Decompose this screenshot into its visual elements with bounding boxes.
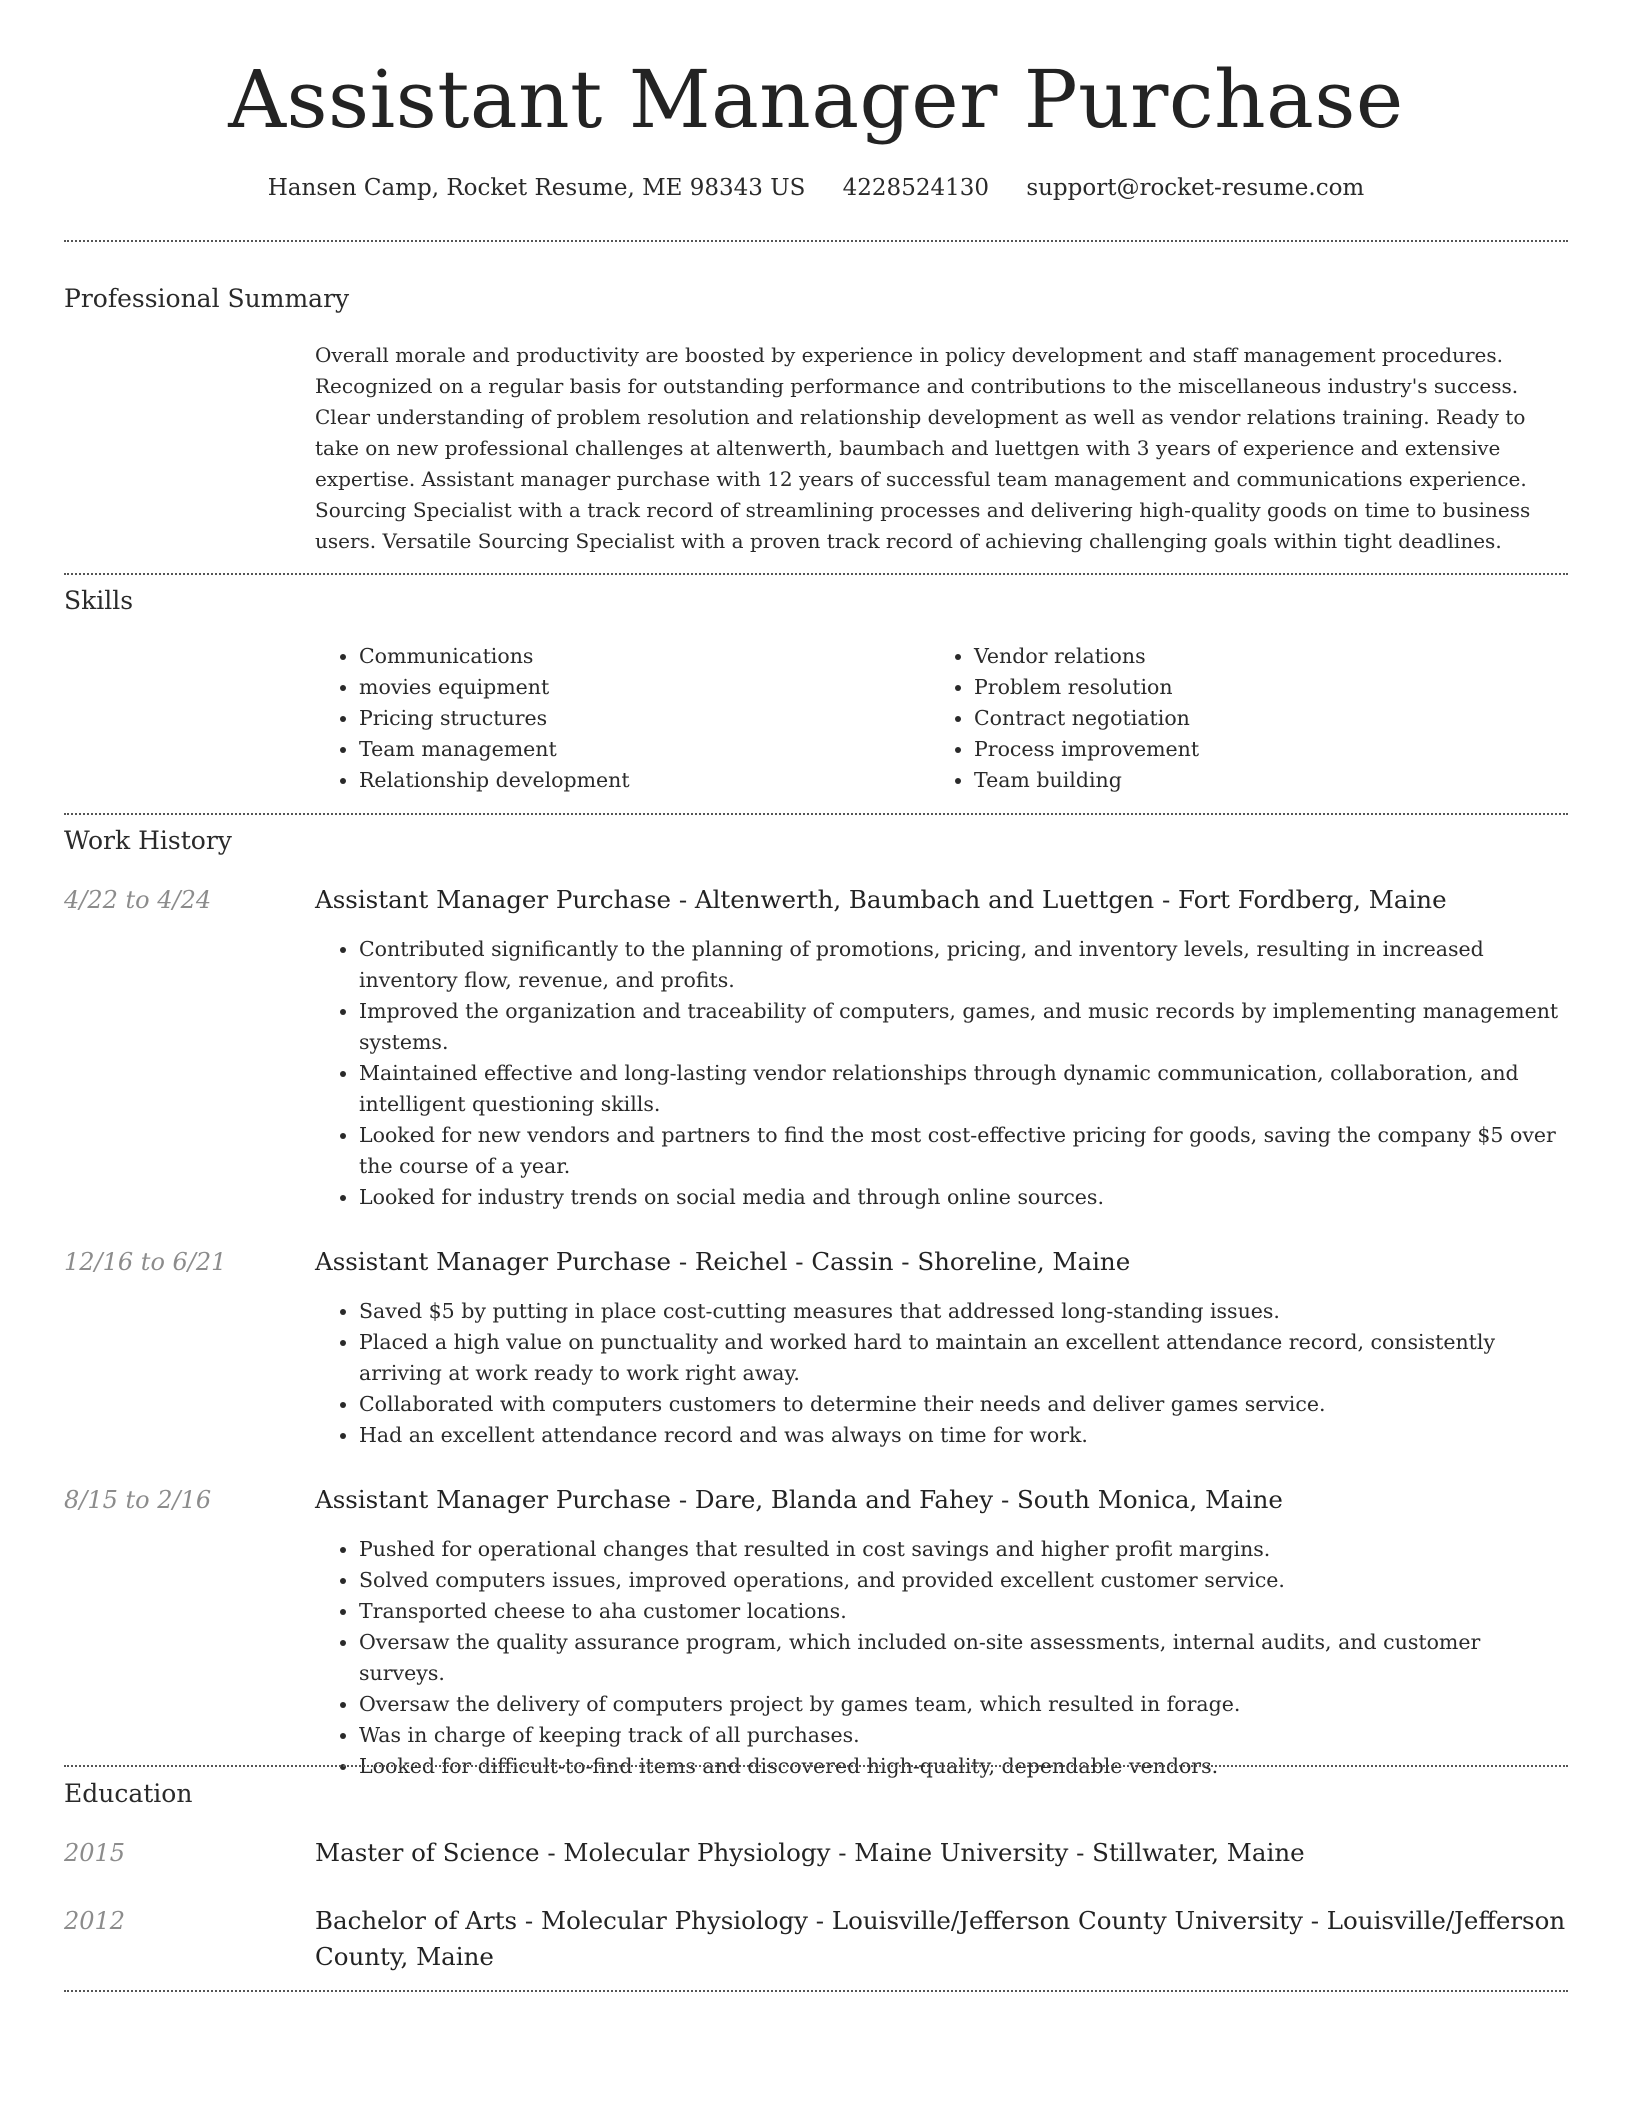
job-details — [315, 1534, 1568, 1782]
education-degree: Bachelor of Arts — [315, 1906, 518, 1935]
contact-email[interactable]: support@rocket-resume.com — [1026, 175, 1365, 201]
skill-item: • Communications — [359, 641, 915, 672]
job-title — [315, 882, 1568, 918]
divider — [64, 573, 1568, 575]
job-company: Reichel - Cassin — [694, 1247, 894, 1276]
job-bullet: • Improved the organization and traceability of computers, games, and music records by implementing management systems. — [359, 996, 1568, 1058]
divider — [64, 813, 1568, 815]
section-title-skills: Skills — [64, 586, 134, 615]
separator: - — [671, 1247, 695, 1276]
skill-item: • Pricing structures — [359, 703, 915, 734]
skill-item: • Contract negotiation — [974, 703, 1530, 734]
skill-item: • Team building — [974, 765, 1530, 796]
separator: - — [671, 1485, 695, 1514]
skill-item: • movies equipment — [359, 672, 915, 703]
summary-paragraph: Overall morale and productivity are boosted by experience in policy development and staff management procedures. Recognized on a regular basis for outstanding performance and contributions to the miscellaneous industry's success. Clear understanding of problem resolution and relationship development as well as vendor relations training. Ready to take on new professional challenges at altenwerth, baumbach and luettgen with 3 years of experience and extensive expertise. Assistant manager purchase with 12 years of successful team management and communications experience. Sourcing Specialist with a track record of streamlining processes and delivering high-quality goods on time to business users. Versatile Sourcing Specialist with a proven track record of achieving challenging goals within tight deadlines. — [315, 343, 1531, 553]
job-dates: 4/22 to 4/24 — [64, 886, 212, 914]
separator: - — [1302, 1906, 1327, 1935]
divider — [64, 1990, 1568, 1992]
skill-item: • Team management — [359, 734, 915, 765]
job-bullet: • Looked for new vendors and partners to find the most cost-effective pricing for goods, saving the company $5 over the course of a year. — [359, 1120, 1568, 1182]
job-bullet: • Had an excellent attendance record and was always on time for work. — [359, 1420, 1568, 1451]
job-bullet: • Pushed for operational changes that resulted in cost savings and higher profit margins. — [359, 1534, 1568, 1565]
separator: - — [539, 1838, 564, 1867]
separator: - — [517, 1906, 541, 1935]
job-dates: 12/16 to 6/21 — [64, 1248, 227, 1276]
skills-left-column — [315, 641, 915, 796]
job-bullet: • Saved $5 by putting in place cost-cutting measures that addressed long-standing issues. — [359, 1296, 1568, 1327]
job-bullets — [315, 1296, 1568, 1451]
job-bullet: • Oversaw the delivery of computers project by games team, which resulted in forage. — [359, 1689, 1568, 1720]
skill-item: • Relationship development — [359, 765, 915, 796]
separator: - — [993, 1485, 1018, 1514]
job-bullet: • Transported cheese to aha customer locations. — [359, 1596, 1568, 1627]
education-field: Molecular Physiology — [540, 1906, 808, 1935]
skill-item: • Problem resolution — [974, 672, 1530, 703]
education-field: Molecular Physiology — [563, 1838, 831, 1867]
skill-item: • Process improvement — [974, 734, 1530, 765]
job-location: Shoreline, Maine — [917, 1247, 1131, 1276]
education-title — [315, 1835, 1568, 1871]
job-location: South Monica, Maine — [1017, 1485, 1283, 1514]
summary-text — [315, 340, 1568, 557]
education-school: Maine University — [854, 1838, 1069, 1867]
section-title-education: Education — [64, 1779, 193, 1808]
job-bullet: • Maintained effective and long-lasting vendor relationships through dynamic communication, collaboration, and intelligent questioning skills. — [359, 1058, 1568, 1120]
job-title — [315, 1244, 1568, 1280]
education-location: Louisville/Jefferson County, Maine — [315, 1906, 1566, 1971]
job-role: Assistant Manager Purchase — [315, 1247, 672, 1276]
job-bullet: • Was in charge of keeping track of all purchases. — [359, 1720, 1568, 1751]
education-degree: Master of Science — [315, 1838, 540, 1867]
separator: - — [671, 885, 695, 914]
job-bullet: • Looked for difficult-to-find items and discovered high-quality, dependable vendors. — [359, 1751, 1568, 1782]
education-location: Stillwater, Maine — [1092, 1838, 1305, 1867]
job-company: Altenwerth, Baumbach and Luettgen — [694, 885, 1155, 914]
education-year: 2015 — [64, 1839, 126, 1867]
job-role: Assistant Manager Purchase — [315, 885, 672, 914]
job-bullets — [315, 934, 1568, 1213]
job-bullets — [315, 1534, 1568, 1782]
contact-phone: 4228524130 — [842, 175, 989, 201]
job-details — [315, 1296, 1568, 1451]
job-dates: 8/15 to 2/16 — [64, 1486, 212, 1514]
skills-list-left — [315, 641, 915, 796]
skills-list-right — [930, 641, 1530, 796]
section-title-summary: Professional Summary — [64, 284, 350, 313]
job-bullet: • Solved computers issues, improved operations, and provided excellent customer service. — [359, 1565, 1568, 1596]
job-company: Dare, Blanda and Fahey — [694, 1485, 994, 1514]
divider — [64, 240, 1568, 242]
section-title-work: Work History — [64, 826, 232, 855]
job-bullet: • Contributed significantly to the planning of promotions, pricing, and inventory levels, resulting in increased inventory flow, revenue, and profits. — [359, 934, 1568, 996]
job-bullet: • Oversaw the quality assurance program, which included on-site assessments, internal audits, and customer surveys. — [359, 1627, 1568, 1689]
job-location: Fort Fordberg, Maine — [1178, 885, 1447, 914]
job-role: Assistant Manager Purchase — [315, 1485, 672, 1514]
job-details — [315, 934, 1568, 1213]
job-bullet: • Placed a high value on punctuality and worked hard to maintain an excellent attendance record, consistently arriving at work ready to work right away. — [359, 1327, 1568, 1389]
education-year: 2012 — [64, 1907, 126, 1935]
contact-line — [0, 172, 1632, 204]
job-bullet: • Looked for industry trends on social media and through online sources. — [359, 1182, 1568, 1213]
divider — [64, 1765, 1568, 1767]
candidate-name: Assistant Manager Purchase — [228, 53, 1404, 146]
skills-right-column — [930, 641, 1530, 796]
separator: - — [1154, 885, 1179, 914]
job-title — [315, 1482, 1568, 1518]
job-bullet: • Collaborated with computers customers to determine their needs and deliver games service. — [359, 1389, 1568, 1420]
separator: - — [830, 1838, 855, 1867]
separator: - — [807, 1906, 832, 1935]
contact-address: Hansen Camp, Rocket Resume, ME 98343 US — [267, 175, 806, 201]
education-school: Louisville/Jefferson County University — [831, 1906, 1303, 1935]
skill-item: • Vendor relations — [974, 641, 1530, 672]
separator: - — [1068, 1838, 1093, 1867]
separator: - — [893, 1247, 918, 1276]
education-title — [315, 1903, 1568, 1975]
